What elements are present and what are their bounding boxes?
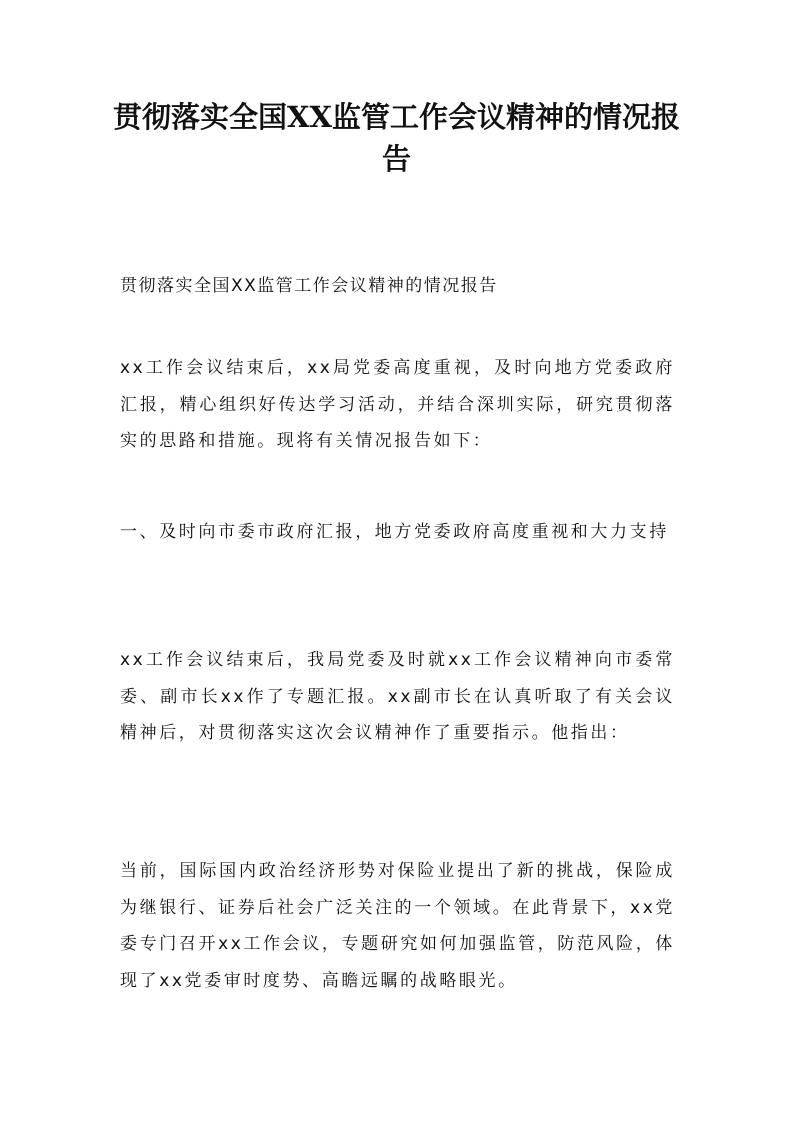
paragraph-intro: xx工作会议结束后，xx局党委高度重视，及时向地方党委政府汇报，精心组织好传达学习活动，并结合深圳实际，研究贯彻落实的思路和措施。现将有关情况报告如下：	[120, 358, 675, 451]
paragraph-context: 当前，国际国内政治经济形势对保险业提出了新的挑战，保险成为继银行、证券后社会广泛关注的一个领域。在此背景下，xx党委专门召开xx工作会议，专题研究如何加强监管，防范风险，体现了xx党委审时度势、高瞻远瞩的战略眼光。	[120, 861, 675, 991]
section-heading-1: 一、及时向市委市政府汇报，地方党委政府高度重视和大力支持	[120, 522, 669, 542]
document-title: 贯彻落实全国XX监管工作会议精神的情况报告	[112, 100, 680, 176]
document-subtitle: 贯彻落实全国XX监管工作会议精神的情况报告	[120, 276, 498, 296]
paragraph-report: xx工作会议结束后，我局党委及时就xx工作会议精神向市委常委、副市长xx作了专题汇报。xx副市长在认真听取了有关会议精神后，对贯彻落实这次会议精神作了重要指示。他指出：	[120, 650, 675, 743]
